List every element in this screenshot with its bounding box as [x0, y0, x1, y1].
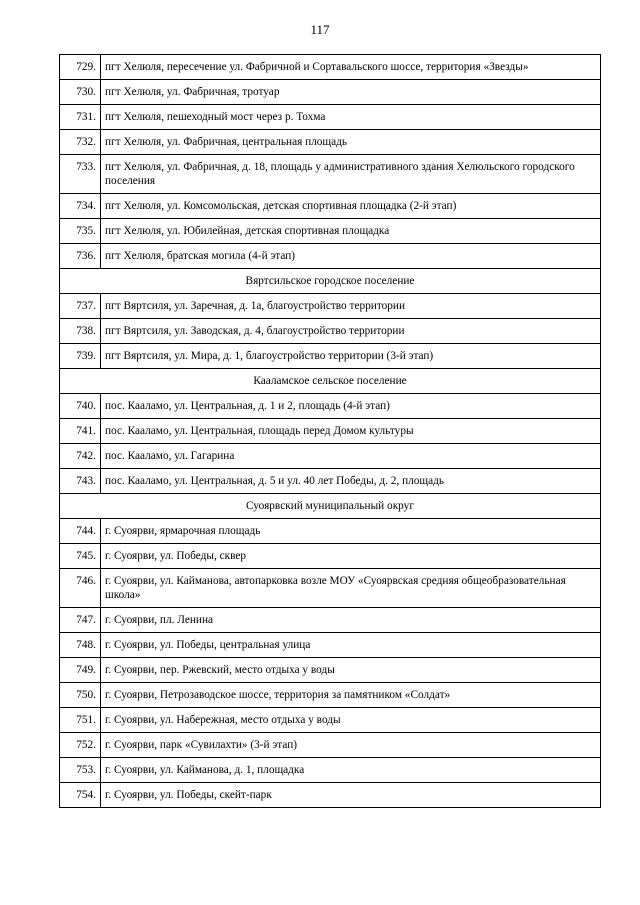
row-location: пос. Кааламо, ул. Центральная, площадь перед Домом культуры: [101, 419, 601, 444]
row-number: 749.: [60, 658, 101, 683]
table-row: [60, 219, 601, 244]
table-row: [60, 519, 601, 544]
table-row: [60, 608, 601, 633]
row-number: 741.: [60, 419, 101, 444]
row-number: 752.: [60, 733, 101, 758]
table-row: [60, 344, 601, 369]
row-location: г. Суоярви, ул. Победы, центральная улица: [101, 633, 601, 658]
row-number: 743.: [60, 469, 101, 494]
table-row: [60, 758, 601, 783]
row-location: пгт Хелюля, ул. Фабричная, центральная площадь: [101, 130, 601, 155]
row-location: г. Суоярви, ул. Набережная, место отдыха у воды: [101, 708, 601, 733]
row-location: г. Суоярви, ул. Кайманова, д. 1, площадка: [101, 758, 601, 783]
table-row: [60, 105, 601, 130]
row-number: 744.: [60, 519, 101, 544]
row-number: 729.: [60, 55, 101, 80]
row-location: г. Суоярви, Петрозаводское шоссе, территория за памятником «Солдат»: [101, 683, 601, 708]
table-row: [60, 733, 601, 758]
row-location: пос. Кааламо, ул. Гагарина: [101, 444, 601, 469]
row-number: 753.: [60, 758, 101, 783]
table-row: [60, 80, 601, 105]
table-row: [60, 569, 601, 608]
row-location: пгт Хелюля, ул. Фабричная, тротуар: [101, 80, 601, 105]
row-number: 751.: [60, 708, 101, 733]
table-row: [60, 155, 601, 194]
row-number: 746.: [60, 569, 101, 608]
section-header-row: [60, 269, 601, 294]
row-number: 750.: [60, 683, 101, 708]
row-location: пос. Кааламо, ул. Центральная, д. 5 и ул. 40 лет Победы, д. 2, площадь: [101, 469, 601, 494]
table-row: [60, 394, 601, 419]
row-number: 748.: [60, 633, 101, 658]
row-location: пгт Хелюля, пересечение ул. Фабричной и Сортавальского шоссе, территория «Звезды»: [101, 55, 601, 80]
section-title: Вяртсильское городское поселение: [60, 269, 601, 294]
row-location: пгт Хелюля, братская могила (4-й этап): [101, 244, 601, 269]
page-number: 117: [310, 22, 330, 37]
table-row: [60, 783, 601, 808]
row-location: г. Суоярви, ул. Кайманова, автопарковка возле МОУ «Суоярвская средняя общеобразовательная школа»: [101, 569, 601, 608]
row-number: 747.: [60, 608, 101, 633]
row-number: 736.: [60, 244, 101, 269]
row-location: г. Суоярви, пл. Ленина: [101, 608, 601, 633]
section-header-row: [60, 494, 601, 519]
table-body: [60, 55, 601, 808]
row-location: пгт Вяртсиля, ул. Заречная, д. 1а, благоустройство территории: [101, 294, 601, 319]
row-number: 740.: [60, 394, 101, 419]
row-location: пгт Хелюля, ул. Фабричная, д. 18, площадь у административного здания Хелюльского городского поселения: [101, 155, 601, 194]
row-location: г. Суоярви, парк «Сувилахти» (3-й этап): [101, 733, 601, 758]
table-row: [60, 194, 601, 219]
table-row: [60, 708, 601, 733]
row-location: пос. Кааламо, ул. Центральная, д. 1 и 2, площадь (4-й этап): [101, 394, 601, 419]
row-number: 742.: [60, 444, 101, 469]
table-row: [60, 319, 601, 344]
table-row: [60, 130, 601, 155]
row-location: пгт Хелюля, ул. Юбилейная, детская спортивная площадка: [101, 219, 601, 244]
row-number: 732.: [60, 130, 101, 155]
row-number: 745.: [60, 544, 101, 569]
row-number: 731.: [60, 105, 101, 130]
row-number: 735.: [60, 219, 101, 244]
table-row: [60, 419, 601, 444]
row-number: 739.: [60, 344, 101, 369]
section-header-row: [60, 369, 601, 394]
table-row: [60, 469, 601, 494]
row-location: г. Суоярви, ярмарочная площадь: [101, 519, 601, 544]
table-row: [60, 544, 601, 569]
table-row: [60, 55, 601, 80]
row-location: пгт Хелюля, ул. Комсомольская, детская спортивная площадка (2-й этап): [101, 194, 601, 219]
row-number: 734.: [60, 194, 101, 219]
row-location: г. Суоярви, пер. Ржевский, место отдыха у воды: [101, 658, 601, 683]
table-row: [60, 444, 601, 469]
table-row: [60, 683, 601, 708]
section-title: Кааламское сельское поселение: [60, 369, 601, 394]
table-row: [60, 244, 601, 269]
table-row: [60, 658, 601, 683]
row-location: г. Суоярви, ул. Победы, скейт-парк: [101, 783, 601, 808]
row-location: пгт Вяртсиля, ул. Мира, д. 1, благоустройство территории (3-й этап): [101, 344, 601, 369]
table-row: [60, 294, 601, 319]
row-location: пгт Хелюля, пешеходный мост через р. Тохма: [101, 105, 601, 130]
locations-table: [59, 54, 601, 808]
row-location: пгт Вяртсиля, ул. Заводская, д. 4, благоустройство территории: [101, 319, 601, 344]
section-title: Суоярвский муниципальный округ: [60, 494, 601, 519]
row-number: 737.: [60, 294, 101, 319]
row-number: 754.: [60, 783, 101, 808]
row-number: 730.: [60, 80, 101, 105]
table-row: [60, 633, 601, 658]
row-number: 738.: [60, 319, 101, 344]
row-location: г. Суоярви, ул. Победы, сквер: [101, 544, 601, 569]
row-number: 733.: [60, 155, 101, 194]
